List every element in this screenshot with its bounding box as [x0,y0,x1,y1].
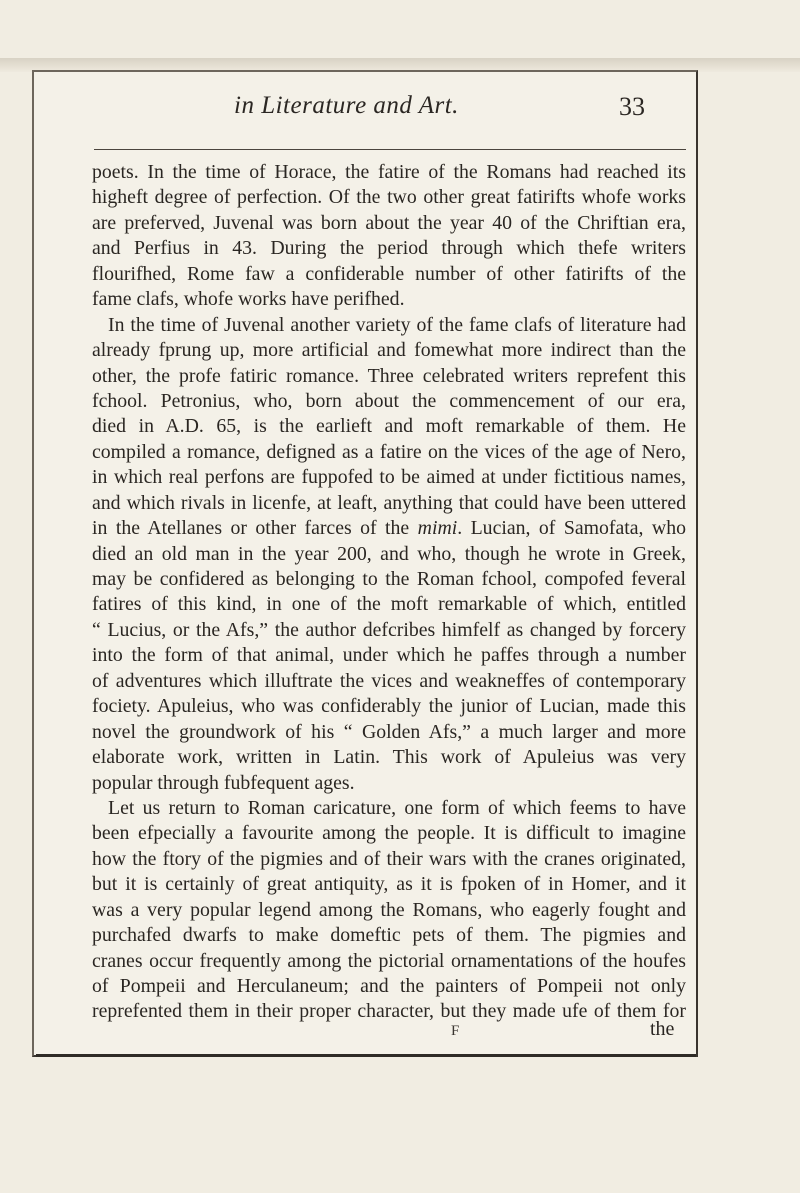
text-line: In the time of Juvenal another variety of the fame clafs of literature had [108,313,686,336]
text-line: already fprung up, more artificial and fomewhat more indirect than the [92,339,686,362]
text-line: but it is certainly of great antiquity, as it is fpoken of in Homer, and it [92,873,686,896]
text-line: “ Lucius, or the Afs,” the author defcribes himfelf as changed by forcery [92,618,686,641]
text-line: in which real perfons are fuppofed to be aimed at under fictitious names, [92,466,686,489]
text-line: higheft degree of perfection. Of the two other great fatirifts whofe works [92,186,686,209]
text-line: in the Atellanes or other farces of the mimi. Lucian, of Samofata, who [92,517,686,540]
text-line: and which rivals in licenfe, at leaft, anything that could have been uttered [92,491,686,514]
text-line: how the ftory of the pigmies and of their wars with the cranes originated, [92,847,686,870]
text-line: compiled a romance, defigned as a fatire on the vices of the age of Nero, [92,440,686,463]
text-line: died in A.D. 65, is the earlieft and moft remarkable of them. He [92,415,686,438]
text-line: fociety. Apuleius, who was confiderably the junior of Lucian, made this [92,695,686,718]
text-line: was a very popular legend among the Romans, who eagerly fought and [92,898,686,921]
text-line: are preferved, Juvenal was born about the year 40 of the Chriftian era, [92,211,686,234]
running-head: in Literature and Art. [234,92,459,119]
italic-word: mimi [417,517,458,540]
text-line: fchool. Petronius, who, born about the commencement of our era, [92,389,686,412]
text-line: Let us return to Roman caricature, one form of which feems to have [108,796,686,819]
body-text [92,160,686,1025]
text-line: fame clafs, whofe works have perifhed. [92,288,405,311]
text-line: of Pompeii and Herculaneum; and the painters of Pompeii not only [92,975,686,997]
text-line: elaborate work, written in Latin. This work of Apuleius was very [92,746,686,769]
text-line: purchafed dwarfs to make domeftic pets of them. The pigmies and [92,924,686,947]
text-line: novel the groundwork of his “ Golden Afs,” a much larger and more [92,720,686,743]
text-line: may be confidered as belonging to the Roman fchool, compofed feveral [92,568,686,590]
text-line: other, the profe fatiric romance. Three celebrated writers reprefent this [92,364,686,387]
text-line: into the form of that animal, under which he paffes through a number [92,644,686,667]
text-line: flourifhed, Rome faw a confiderable number of other fatirifts of the [92,262,686,285]
text-line: been efpecially a favourite among the people. It is difficult to imagine [92,822,686,845]
text-line: cranes occur frequently among the pictorial ornamentations of the houfes [92,949,686,972]
text-line: popular through fubfequent ages. [92,771,355,794]
text-line: fatires of this kind, in one of the moft remarkable of which, entitled [92,593,686,616]
signature-mark: F [451,1023,460,1039]
text-line: and Perfius in 43. During the period through which thefe writers [92,237,686,260]
text-line: of adventures which illuftrate the vices and weakneffes of contemporary [92,669,686,692]
page-bottom-edge [36,1054,696,1057]
header-rule [94,149,686,150]
catchword: the [650,1018,675,1040]
page-number: 33 [619,92,645,121]
text-line: poets. In the time of Horace, the fatire of the Romans had reached its [92,161,686,183]
text-line: died an old man in the year 200, and who, though he wrote in Greek, [92,542,686,565]
text-line: reprefented them in their proper character, but they made ufe of them for [92,1000,686,1023]
